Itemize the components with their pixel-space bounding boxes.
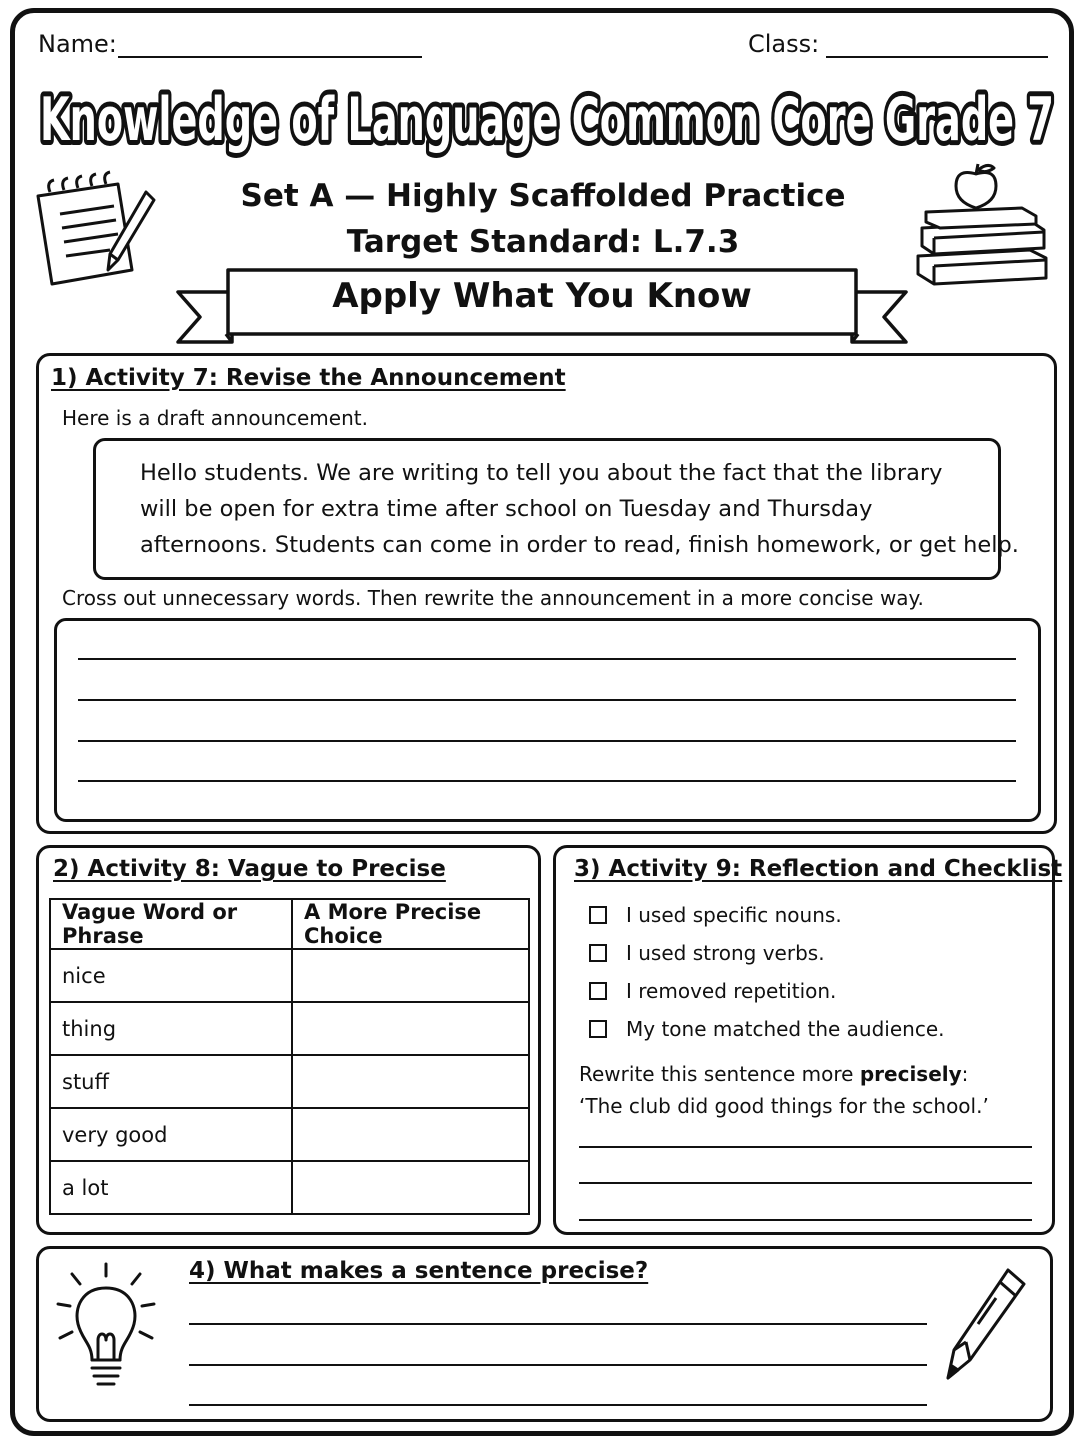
vague-word: thing [50,1002,292,1055]
checkbox[interactable] [589,1020,607,1038]
vague-precise-table [49,898,530,1215]
lightbulb-icon [50,1256,162,1400]
checklist-item[interactable]: I used strong verbs. [589,934,944,972]
class-label: Class: [748,30,820,58]
activity1-instruction: Cross out unnecessary words. Then rewrite the announcement in a more concise way. [62,586,924,610]
draft-line: will be open for extra time after school on Tuesday and Thursday [140,496,873,522]
target-standard: Target Standard: L.7.3 [346,224,740,260]
checklist [589,896,944,1048]
activity4-title: 4) What makes a sentence precise? [189,1258,649,1284]
answer-line[interactable] [579,1182,1032,1184]
answer-line[interactable] [579,1219,1032,1221]
checkbox[interactable] [589,906,607,924]
banner-title: Apply What You Know [332,276,752,316]
table-row [50,1161,529,1214]
svg-text:Knowledge of Language Common C: Knowledge of Language Common Core Grade 7 [40,85,1054,155]
notepad-pencil-icon [30,170,158,290]
draft-announcement-text [140,455,1019,563]
vague-word: nice [50,949,292,1002]
answer-line[interactable] [189,1323,927,1325]
answer-line[interactable] [78,780,1016,782]
precise-answer-cell[interactable] [292,949,529,1002]
class-field[interactable] [826,56,1048,58]
pencil-icon [936,1262,1036,1386]
activity3-title: 3) Activity 9: Reflection and Checklist [574,856,1063,882]
name-label: Name: [38,30,117,58]
answer-line[interactable] [78,658,1016,660]
activity1-title: 1) Activity 7: Revise the Announcement [51,365,566,391]
vague-word: stuff [50,1055,292,1108]
answer-line[interactable] [78,740,1016,742]
checkbox[interactable] [589,982,607,1000]
checkbox[interactable] [589,944,607,962]
table-row [50,1108,529,1161]
rewrite-prompt: Rewrite this sentence more precisely: [579,1062,969,1086]
checklist-item[interactable]: I used specific nouns. [589,896,944,934]
vague-word: a lot [50,1161,292,1214]
precise-answer-cell[interactable] [292,1108,529,1161]
table-row [50,949,529,1002]
table-row [50,1055,529,1108]
precise-answer-cell[interactable] [292,1055,529,1108]
subtitle: Set A — Highly Scaffolded Practice [240,178,846,214]
checklist-item[interactable]: My tone matched the audience. [589,1010,944,1048]
activity2-title: 2) Activity 8: Vague to Precise [53,856,446,882]
precise-answer-cell[interactable] [292,1002,529,1055]
rewrite-answer-box[interactable] [54,618,1041,822]
draft-line: Hello students. We are writing to tell you about the fact that the library [140,460,943,486]
answer-line[interactable] [189,1364,927,1366]
checklist-item[interactable]: I removed repetition. [589,972,944,1010]
vague-sentence: ‘The club did good things for the school.’ [579,1094,989,1118]
vague-word: very good [50,1108,292,1161]
table-header-vague: Vague Word or Phrase [50,899,292,949]
table-header-precise: A More Precise Choice [292,899,529,949]
activity1-intro: Here is a draft announcement. [62,406,368,430]
worksheet-title [32,72,1062,168]
answer-line[interactable] [579,1146,1032,1148]
answer-line[interactable] [78,699,1016,701]
answer-line[interactable] [189,1404,927,1406]
draft-line: afternoons. Students can come in order to read, finish homework, or get help. [140,532,1019,558]
books-apple-icon [912,162,1052,286]
name-field[interactable] [118,56,422,58]
table-row [50,1002,529,1055]
precise-answer-cell[interactable] [292,1161,529,1214]
